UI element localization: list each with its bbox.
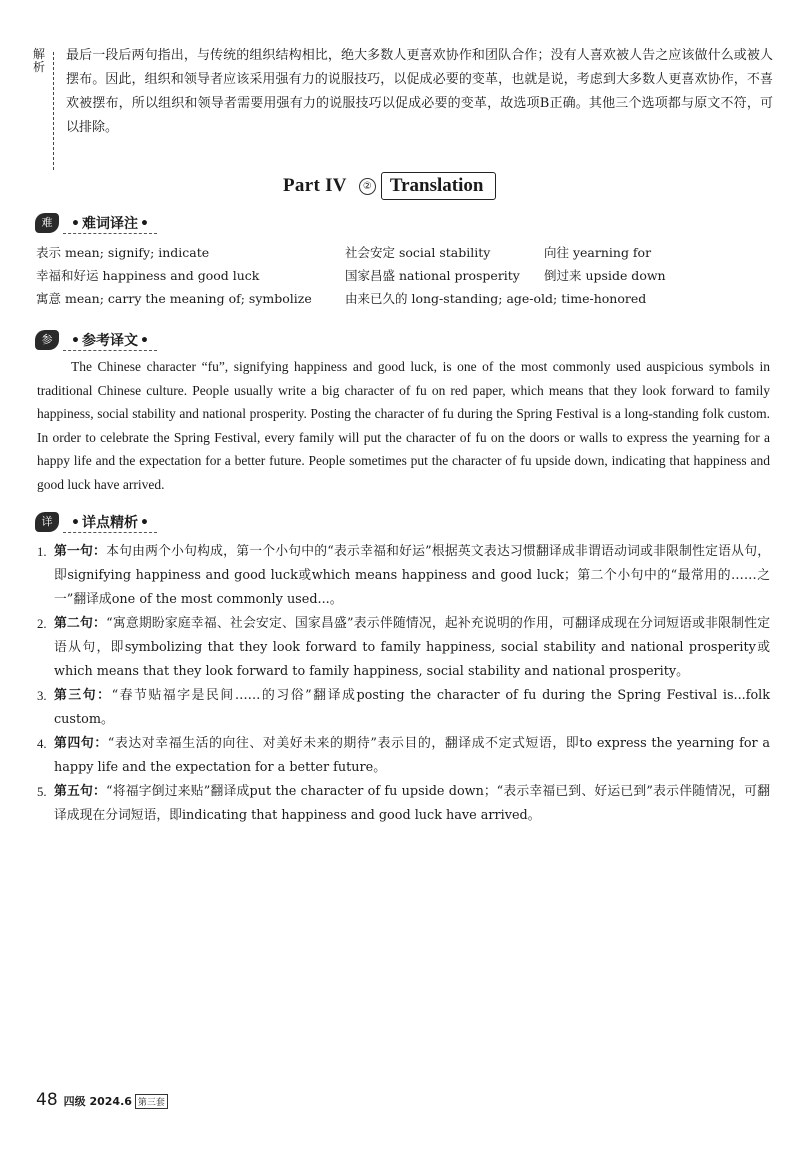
note-number: 3. [37,689,47,703]
vocab-item: 向往 yearning for [544,245,652,260]
page-footer [36,1090,168,1110]
vocab-item: 社会安定 social stability [345,245,491,260]
note-item [37,612,770,684]
section-vocab-header: 难 • 难词译注 • [35,212,157,234]
note-number: 1. [37,545,47,559]
analysis-divider [53,52,54,170]
note-head: 第五句： [54,784,107,799]
reference-badge-icon: 参 [35,330,59,350]
note-head: 第二句： [54,616,107,631]
vocab-column-3 [544,241,744,287]
notes-list [37,540,770,828]
note-text: 本句由两个小句构成，第一个小句中的“表示幸福和好运”根据英文表达习惯翻译成非谓语动词或非限制性定语从句，即signifying happiness and good luck或which means happiness and good luck；第二个小句中的“最常用的……之一”翻译成one of the most commonly used...。 [54,544,771,607]
vocab-badge-icon: 难 [35,213,59,233]
vocab-item: 表示 mean; signify; indicate [36,245,210,260]
note-text: “春节贴福字是民间……的习俗”翻译成posting the character of fu during the Spring Festival is...folk custom。 [54,688,771,727]
section-reference-header: 参 • 参考译文 • [35,329,157,351]
version-badge: 第三套 [135,1094,168,1109]
part-heading: Translation [381,172,497,200]
reference-translation [37,355,770,496]
part-label: Part IV [283,175,347,196]
note-item [37,732,770,780]
notes-badge-icon: 详 [35,512,59,532]
note-item [37,780,770,828]
note-number: 2. [37,617,47,631]
vocab-column-1 [36,241,356,310]
analysis-text: 最后一段后两句指出，与传统的组织结构相比，绝大多数人更喜欢协作和团队合作；没有人喜欢被人告之应该做什么或被人摆布。因此，组织和领导者应该采用强有力的说服技巧，以促成必要的变革，也就是说，考虑到大多数人更喜欢协作，不喜欢被摆布，所以组织和领导者需要用强有力的说服技巧以促成必要的变革，故选项B正确。其他三个选项都与原文不符，可以排除。 [66,48,773,135]
analysis-label: 解析 [33,47,46,74]
note-number: 5. [37,785,47,799]
reference-section-title: 参考译文 [81,332,138,349]
note-item [37,540,770,612]
part-title [283,171,496,201]
note-head: 第一句： [54,544,107,559]
analysis-block [33,44,773,140]
notes-section-title: 详点精析 [81,514,138,531]
note-head: 第四句： [54,736,108,751]
note-text: “将福字倒过来贴”翻译成put the character of fu upside down；“表示幸福已到、好运已到”表示伴随情况，可翻译成现在分词短语，即indicating that happiness and good luck have arrived。 [54,784,771,823]
vocab-item: 倒过来 upside down [544,268,666,283]
vocab-item: 国家昌盛 national prosperity [345,268,520,283]
part-number-icon: ② [359,178,376,195]
note-head: 第三句： [54,688,112,703]
vocab-item: 由来已久的 long-standing; age-old; time-honored [345,291,647,306]
vocab-item: 幸福和好运 happiness and good luck [36,268,260,283]
vocab-item: 寓意 mean; carry the meaning of; symbolize [36,291,312,306]
section-notes-header: 详 • 详点精析 • [35,511,157,533]
issue-label: 四级 2024.6 [63,1095,132,1108]
reference-paragraph: The Chinese character “fu”, signifying happiness and good luck, is one of the most commonly used auspicious symbols in traditional Chinese culture. People usually write a big character of fu on red paper, which means that they look forward to family happiness, social stability and national prosperity. Posting the character of fu during the Spring Festival is a long-standing folk custom. In order to celebrate the Spring Festival, every family will put the character of fu on the doors or walls to express the yearning for a happy life and the expectation for a better future. People sometimes put the character of fu upside down, indicating that happiness and good luck have arrived. [37,359,770,492]
page-number: 48 [36,1090,58,1110]
note-item [37,684,770,732]
vocab-section-title: 难词译注 [81,215,138,232]
note-text: “寓意期盼家庭幸福、社会安定、国家昌盛”表示伴随情况，起补充说明的作用，可翻译成现在分词短语或非限制性定语从句，即symbolizing that they look forward to family happiness, social stability and national prosperity或which means that they look forward to family happiness, social stability and national prosperity。 [54,616,771,679]
note-number: 4. [37,737,47,751]
note-text: “表达对幸福生活的向往、对美好未来的期待”表示目的，翻译成不定式短语，即to express the yearning for a happy life and the expectation for a better future。 [54,736,770,775]
